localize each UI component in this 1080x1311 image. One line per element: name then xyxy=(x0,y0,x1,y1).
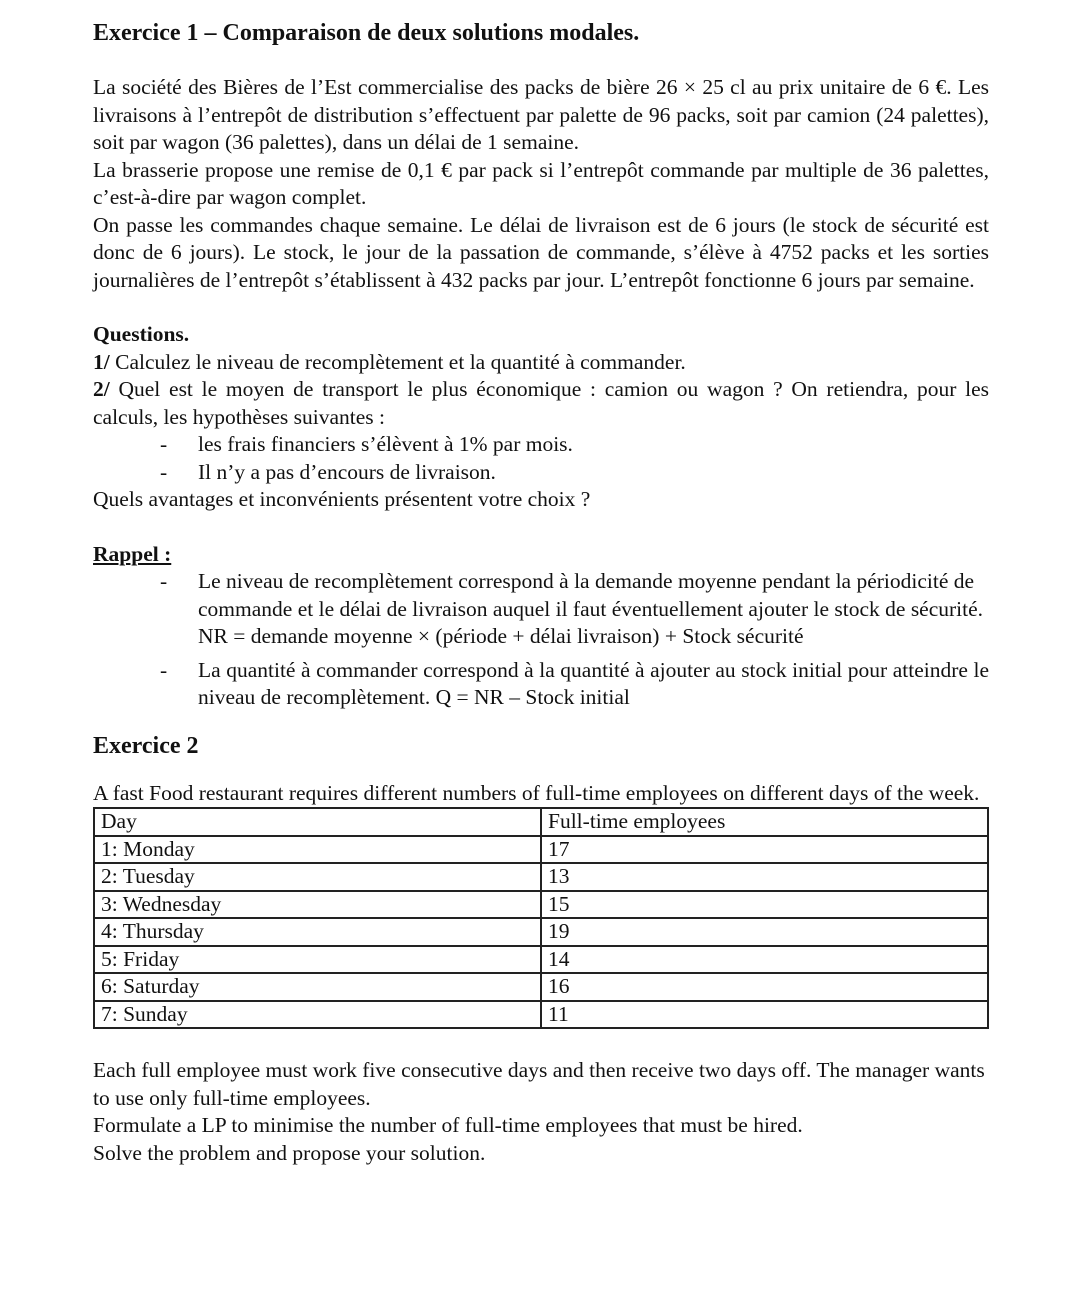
table-cell-day: 3: Wednesday xyxy=(94,891,541,919)
table-cell-employees: 11 xyxy=(541,1001,988,1029)
document-content xyxy=(93,16,989,1167)
table-cell-employees: 17 xyxy=(541,836,988,864)
hypotheses-list xyxy=(198,431,989,486)
exercise-2-title: Exercice 2 xyxy=(93,732,199,759)
table-row xyxy=(94,946,988,974)
table-row xyxy=(94,918,988,946)
exercise-1-paragraph-1: La société des Bières de l’Est commercialise des packs de bière 26 × 25 cl au prix unitaire de 6 €. Les livraisons à l’entrepôt de distribution s’effectuent par palette de 96 packs, soit par camion (24 palettes), soit par wagon (36 palettes), dans un délai de 1 semaine. xyxy=(93,75,989,154)
exercise-2-intro: A fast Food restaurant requires different numbers of full-time employees on different days of the week. xyxy=(93,780,980,805)
hypothesis-item: - les frais financiers s’élèvent à 1% par mois. xyxy=(198,431,989,459)
question-2-number: 2/ xyxy=(93,377,110,401)
exercise-1-paragraph-2: La brasserie propose une remise de 0,1 € par pack si l’entrepôt commande par multiple de 36 palettes, c’est-à-dire par wagon complet. xyxy=(93,157,989,209)
exercise-1-paragraph-3: On passe les commandes chaque semaine. Le délai de livraison est de 6 jours (le stock de sécurité est donc de 6 jours). Le stock, le jour de la passation de commande, s’élève à 4752 packs et les sorties journalières de l’entrepôt s’établissent à 432 packs par jour. L’entrepôt fonctionne 6 jours par semaine. xyxy=(93,212,989,292)
table-cell-day: 7: Sunday xyxy=(94,1001,541,1029)
employees-table xyxy=(93,807,989,1029)
question-1-number: 1/ xyxy=(93,349,110,374)
rappel-list xyxy=(198,568,989,712)
exercise-1-title: Exercice 1 – Comparaison de deux solutions modales. xyxy=(93,20,640,46)
table-row xyxy=(94,1001,988,1029)
question-2-text: Quel est le moyen de transport le plus économique : camion ou wagon ? On retiendra, pour les calculs, les hypothèses suivantes : xyxy=(93,377,989,429)
question-closing: Quels avantages et inconvénients présentent votre choix ? xyxy=(93,487,591,511)
table-cell-day: 2: Tuesday xyxy=(94,863,541,891)
rappel-item: - La quantité à commander correspond à la quantité à ajouter au stock initial pour atteindre le niveau de recomplètement. Q = NR – Stock initial xyxy=(198,657,989,712)
table-cell-employees: 14 xyxy=(541,946,988,974)
table-row xyxy=(94,891,988,919)
questions-heading: Questions. xyxy=(93,322,190,346)
table-header-row xyxy=(94,808,988,836)
question-1-text: Calculez le niveau de recomplètement et la quantité à commander. xyxy=(109,349,686,374)
table-cell-employees: 19 xyxy=(541,918,988,946)
rappel-heading: Rappel : xyxy=(93,541,172,566)
exercise-2-constraint: Each full employee must work five consecutive days and then receive two days off. The manager wants to use only full-time employees. xyxy=(93,1058,985,1110)
table-header-employees: Full-time employees xyxy=(541,808,988,836)
table-header-day: Day xyxy=(94,808,541,836)
table-cell-employees: 16 xyxy=(541,973,988,1001)
table-cell-employees: 13 xyxy=(541,863,988,891)
table-cell-day: 6: Saturday xyxy=(94,973,541,1001)
exercise-2-task-solve: Solve the problem and propose your solution. xyxy=(93,1140,486,1165)
table-cell-day: 1: Monday xyxy=(94,836,541,864)
rappel-item: - Le niveau de recomplètement correspond à la demande moyenne pendant la périodicité de commande et le délai de livraison auquel il faut éventuellement ajouter le stock de sécurité. NR = demande moyenne × (période + délai livraison) + Stock sécurité xyxy=(198,568,989,651)
question-2 xyxy=(93,376,989,431)
exercise-2-task-formulate: Formulate a LP to minimise the number of full-time employees that must be hired. xyxy=(93,1113,803,1137)
table-row xyxy=(94,836,988,864)
table-cell-employees: 15 xyxy=(541,891,988,919)
table-row xyxy=(94,973,988,1001)
table-row xyxy=(94,863,988,891)
table-cell-day: 5: Friday xyxy=(94,946,541,974)
question-1 xyxy=(93,349,989,377)
hypothesis-item: - Il n’y a pas d’encours de livraison. xyxy=(198,459,989,487)
table-cell-day: 4: Thursday xyxy=(94,918,541,946)
